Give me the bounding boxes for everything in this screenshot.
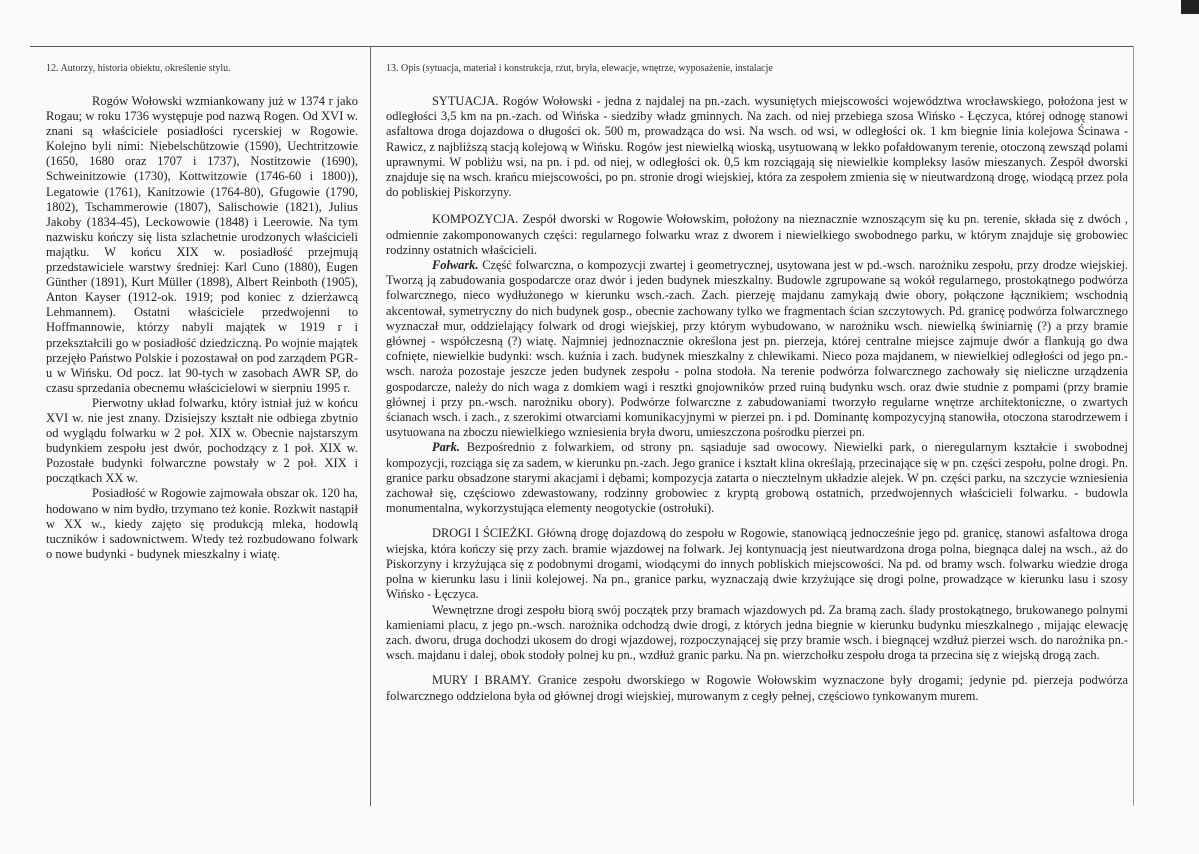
folwark-paragraph — [386, 258, 1128, 440]
mury-paragraph: MURY I BRAMY. Granice zespołu dworskiego w Rogowie Wołowskim wyznaczone były drogami; jedynie pd. pierzeja podwórza folwarcznego oddzielona była od głównej drogi wiejskiej, murowanym z cegły pełnej, częściowo tynkowanym murem. — [386, 673, 1128, 703]
top-rule — [30, 46, 1133, 47]
park-text: Bezpośrednio z folwarkiem, od strony pn. sąsiaduje sad owocowy. Niewielki park, o nieregularnym kształcie i swobodnej kompozycji, rozciąga się za sadem, w kierunku pn.-zach. Jego granice i kształt klina określają, przecinające się w pn. części zespołu, polne drogi. Pn. granice parku obsadzone starymi akacjami i dębami; kompozycja zatarta o niecztelnym układzie alejek. W pn. części parku, na szczycie wzniesienia zachował się, częściowo zdewastowany, rodzinny grobowiec z kryptą grobową ostatnich, przedwojennych właścicieli folwarku. - budowla monumentalna, wykorzystująca elementy neogotyckie (ostrołuki). — [386, 440, 1128, 516]
drogi-paragraph-2: Wewnętrzne drogi zespołu biorą swój początek przy bramach wjazdowych pd. Za bramą zach. ślady prostokątnego, brukowanego polnymi kamieniami placu, z jego pn.-wsch. narożnika odchodzą dwie drogi, z których jedna biegnie w kierunku budynku mieszkalnego , mijając elewację zach. dworu, druga dochodzi ukosem do drogi wjazdowej, rozpoczynającej się przy bramie wsch. i biegnącej wzdłuż pierzei wsch. do narożnika pn.-wsch. majdanu i dalej, obok stodoły polnej ku pn., wzdłuż granic parku. Na pn. wierzchołku zespołu droga ta przecina się z wiejską drogą zach. — [386, 602, 1128, 663]
description-column — [386, 94, 1128, 704]
kompozycja-paragraph: KOMPOZYCJA. Zespół dworski w Rogowie Wołowskim, położony na nieznacznie wznoszącym się ku pn. terenie, składa się z dwóch , odmiennie zakomponowanych części: regularnego folwarku wraz z dworem i niewielkiego swobodnego parku, w którym znajduje się grobowiec rodzinny ostatnich właścicieli. — [386, 212, 1128, 257]
drogi-paragraph: DROGI I ŚCIEŻKI. Główną drogę dojazdową do zespołu w Rogowie, stanowiącą jednocześnie jego pd. granicę, stanowi asfaltowa droga wiejska, która kończy się przy zach. bramie wjazdowej na folwark. Jej kontynuacją jest nieutwardzona droga polna, biegnąca dalej na wsch., aż do Piskorzyny i krzyżująca się z podobnymi drogami, wiodącymi do innych pobliskich miejscowości. Na pd. od bramy wsch. folwarku wiedzie droga polna w kierunku lasu i linii kolejowej. Na pn., granice parku, wyznaczają dwie krzyżujące się drogi polne, prowadzące w kierunku lasu i szosy Wińsko - Łęczyca. — [386, 526, 1128, 602]
history-paragraph: Rogów Wołowski wzmiankowany już w 1374 r jako Rogau; w roku 1736 występuje pod nazwą Rogen. Od XVI w. znani są właściciele posiadłości rycerskiej w Rogowie. Kolejno byli nimi: Niebelschützowie (1590), Uechtritzowie (1650, 1680 oraz 1707 i 1737), Nostitzowie (1690), Schweinitzowie (1730), Kottwitzowie (1746-60 i 1800)), Legatowie (1761), Kanitzowie (1764-80), Gfugowie (1790, 1802), Tschammerowie (1807), Salischowie (1821), Julius Jakoby (1834-45), Leckowowie (1848) i Leerowie. Na tym nazwisku kończy się lista szlachetnie urodzonych właścicieli majątku. W końcu XIX w. posiadłość przejmują przedstawiciele warstwy średniej: Karl Cuno (1880), Eugen Günther (1891), Kurt Müller (1898), Albert Reinboth (1905), Anton Kayser (1912-ok. 1919; pod koniec z dzierżawcą Lehmannem). Ostatni właściciele przedwojenni to Hoffmannowie, którzy nabyli majątek w 1919 r i przekształcili go w posiadłość dziedziczną. Po wojnie majątek przejęło Państwo Polskie i pozostawał on pod zarządem PGR-u w Wińsku. Od pocz. lat 90-tych w zasobach AWR SP, do czasu sprzedania obecnemu właścicielowi w sierpniu 1995 r. — [46, 94, 358, 395]
section-12-header: 12. Autorzy, historia obiektu, określenie stylu. — [46, 63, 231, 74]
history-paragraph: Pierwotny układ folwarku, który istniał już w końcu XVI w. nie jest znany. Dzisiejszy kształt nie odbiega zbytnio od wyglądu folwarku w 2 poł. XIX w. Obecnie najstarszym budynkiem zespołu jest dwór, pochodzący z 1 poł. XIX w. Pozostałe budynki folwarczne powstały w 2 poł. XIX i początkach XX w. — [46, 395, 358, 486]
right-rule — [1133, 46, 1134, 806]
folwark-text: Część folwarczna, o kompozycji zwartej i geometrycznej, usytowana jest w pd.-wsch. narożniku zespołu, przy drodze wiejskiej. Tworzą ją zabudowania gospodarcze oraz dwór i jeden budynek mieszkalny. Budowle zgrupowane są wokół regularnego, prostokątnego podwórza folwarcznego, nieco wydłużonego w kierunku wsch.-zach. Zach. pierzeję majdanu zamykają dwie obory, połączone łącznikiem; wschodnią akcentował, symetryczny do nich budynek gosp., obecnie zachowany tylko we fragmentach ścian szczytowych. Pd. granicę podwórza folwarcznego wyznaczał mur, oddzielający folwark od drogi wiejskiej, przy którym wybudowano, w narożniku wsch. niewielką świniarnię (?) a przy bramie głównej - współczesną (?) wiatę. Najmniej jednoznacznie określona jest pn. pierzeja, której centralne miejsce zajmuje dwór a flankują go dwa cofnięte, niewielkie budynki: wsch. kuźnia i zach. budynek mieszkalny z chlewikami. Nieco poza majdanem, w niewielkiej odległości od jego pn.-wsch. naroża pozostaje jeszcze jeden budynek zespołu - polna stodoła. Na terenie podwórza folwarcznego zachowały się nieliczne urządzenia gospodarcze, należy do nich waga z domkiem wagi i resztki gnojowników przed ruiną budynku wsch. oraz dwie studnie z pompami (przy bramie głównej i przy pn.-wsch. narożniku obory). Podwórze folwarczne z zabudowaniami tworzyło regularne wnętrze architektoniczne, o zwartych ścianach wsch. i zach., z szerokimi otwarciami komunikacyjnymi w pierzei pn. i pd. Dominantę kompozycyjną stanowiła, otoczona starodrzewem i usytuowana na zboczu niewielkiego wzniesienia bryła dworu, umieszczona pośrodku pierzei pn. — [386, 258, 1128, 440]
park-paragraph — [386, 440, 1128, 516]
section-13-header: 13. Opis (sytuacja, materiał i konstrukcja, rzut, bryła, elewacje, wnętrze, wyposażenie, instalacje — [386, 63, 773, 74]
scan-corner-mark — [1181, 0, 1199, 14]
folwark-label: Folwark. — [432, 258, 479, 273]
sytuacja-paragraph: SYTUACJA. Rogów Wołowski - jedna z najdalej na pn.-zach. wysuniętych miejscowości województwa wrocławskiego, położona jest w odległości 3,5 km na pn.-zach. od Wińska - siedziby władz gminnych. Na zach. od niej przebiega szosa Wińsko - Łęczyca, której odnogę stanowi asfaltowa droga dojazdowa o długości ok. 500 m, prowadząca do wsi. Na wsch. od wsi, w odległości ok. 1 km biegnie linia kolejowa Ścinawa - Rawicz, z najbliższą stacją kolejową w Wińsku. Rogów jest niewielką wioską, usytuowaną w lekko pofałdowanym terenie, otoczoną zewsząd polami uprawnymi. W pobliżu wsi, na pn. i pd. od niej, w odległości ok. 0,5 km rozciągają się niewielkie kompleksy lasów mieszanych. Zespół dworski znajduje się na wsch. krańcu miejscowości, po pn. stronie drogi wiejskiej, która za zespołem zmienia się w nieutwardzoną drogę, wiodącą przez pola do pobliskiej Piskorzyny. — [386, 94, 1128, 200]
park-label: Park. — [432, 440, 460, 455]
column-divider — [370, 46, 371, 806]
history-paragraph: Posiadłość w Rogowie zajmowała obszar ok. 120 ha, hodowano w nim bydło, trzymano też konie. Rozkwit nastąpił w XX w., kiedy zajęto się produkcją mleka, hodowlą tuczników i sadownictwem. Wtedy też rozbudowano folwark o nowe budynki - budynek mieszkalny i wiatę. — [46, 486, 358, 561]
history-column — [46, 94, 358, 562]
